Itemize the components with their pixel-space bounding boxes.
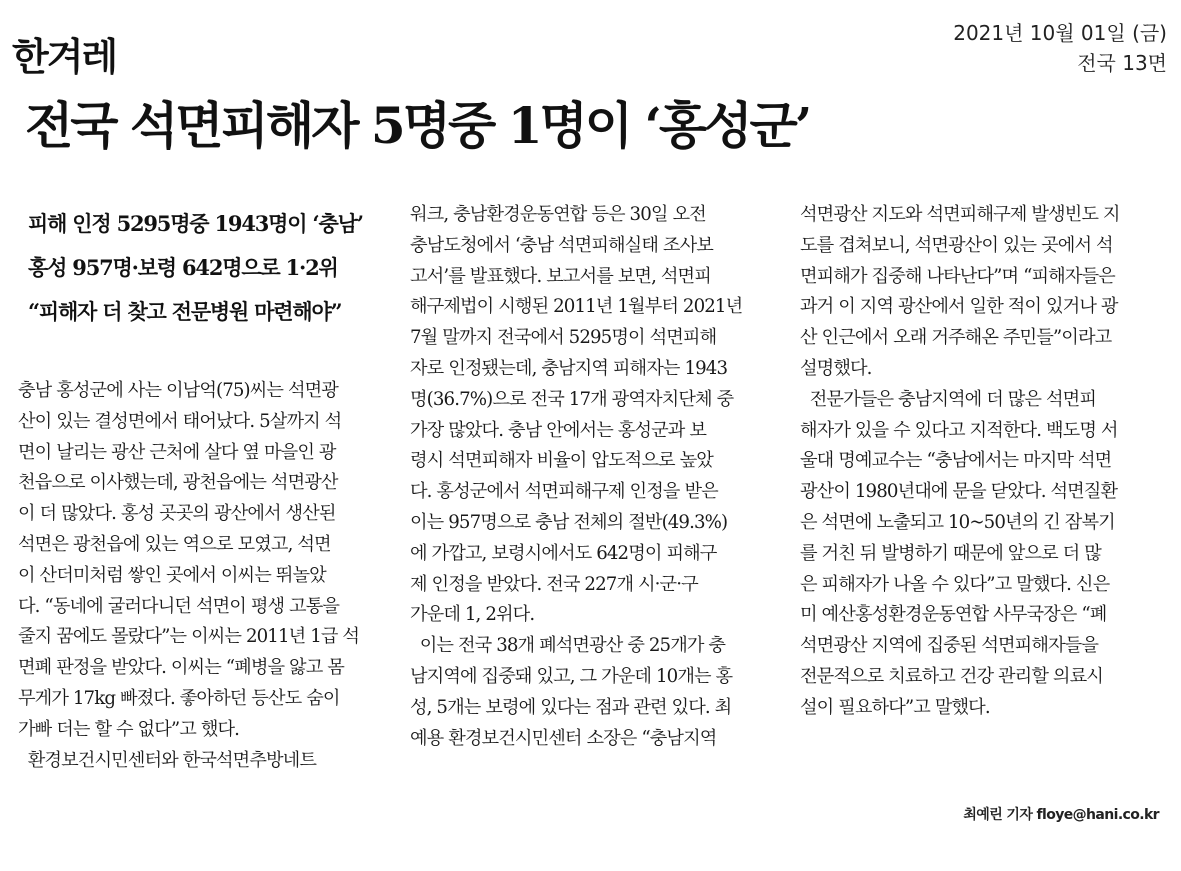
text-line: 이는 957명으로 충남 전체의 절반(49.3%)	[410, 511, 728, 533]
text-line: 석면은 광천읍에 있는 역으로 모였고, 석면	[18, 533, 331, 555]
text-line: 워크, 충남환경운동연합 등은 30일 오전	[410, 204, 706, 225]
text-line: 이는 전국 38개 폐석면광산 중 25개가 충	[410, 635, 726, 657]
text-line: 줄지 꿈에도 몰랐다”는 이씨는 2011년 1급 석	[18, 626, 360, 648]
text-line: 은 석면에 노출되고 10~50년의 긴 잠복기	[800, 511, 1115, 533]
text-line: 설이 필요하다”고 말했다.	[800, 696, 990, 718]
text-line: 를 거친 뒤 발병하기 때문에 앞으로 더 많	[800, 542, 1101, 564]
text-line: 가운데 1, 2위다.	[410, 604, 535, 626]
text-line: 7월 말까지 전국에서 5295명이 석면피해	[410, 327, 717, 349]
text-line: 천읍으로 이사했는데, 광천읍에는 석면광산	[18, 472, 338, 494]
text-line: 광산이 1980년대에 문을 닫았다. 석면질환	[800, 481, 1118, 503]
article-column-2	[410, 200, 780, 754]
text-line: 다. 홍성군에서 석면피해구제 인정을 받은	[410, 481, 718, 503]
text-line: 충남 홍성군에 사는 이남억(75)씨는 석면광	[18, 380, 338, 401]
text-line: 이 더 많았다. 홍성 곳곳의 광산에서 생산된	[18, 503, 336, 525]
page-number: 전국 13면	[1077, 51, 1167, 75]
text-line: 전문가들은 충남지역에 더 많은 석면피	[800, 388, 1096, 410]
text-line: 성, 5개는 보령에 있다는 점과 관련 있다. 최	[410, 696, 732, 718]
text-line: 산 인근에서 오래 거주해온 주민들”이라고	[800, 327, 1112, 349]
text-line: 자로 인정됐는데, 충남지역 피해자는 1943	[410, 357, 728, 379]
article-column-1	[18, 200, 388, 776]
subheading: 홍성 957명·보령 642명으로 1·2위	[28, 255, 338, 280]
text-line: 석면광산 지역에 집중된 석면피해자들을	[800, 635, 1099, 657]
issue-date: 2021년 10월 01일 (금)	[953, 21, 1167, 45]
subheading: “피해자 더 찾고 전문병원 마련해야”	[28, 299, 342, 324]
text-line: 면폐 판정을 받았다. 이씨는 “폐병을 앓고 몸	[18, 657, 344, 679]
text-line: 미 예산홍성환경운동연합 사무국장은 “폐	[800, 604, 1107, 626]
text-line: 가장 많았다. 충남 안에서는 홍성군과 보	[410, 419, 706, 441]
column-body	[800, 200, 1170, 724]
text-line: 가빠 더는 할 수 없다”고 했다.	[18, 718, 240, 740]
text-line: 전문적으로 치료하고 건강 관리할 의료시	[800, 665, 1103, 687]
byline: 최예린 기자 floye@hani.co.kr	[963, 807, 1159, 823]
text-line: 해자가 있을 수 있다고 지적한다. 백도명 서	[800, 419, 1118, 441]
issue-info	[953, 18, 1167, 78]
text-line: 고서’를 발표했다. 보고서를 보면, 석면피	[410, 265, 711, 287]
text-line: 남지역에 집중돼 있고, 그 가운데 10개는 홍	[410, 665, 733, 687]
newspaper-logo: 한겨레	[12, 35, 117, 79]
text-line: 령시 석면피해자 비율이 압도적으로 높았	[410, 450, 713, 472]
text-line: 도를 겹쳐보니, 석면광산이 있는 곳에서 석	[800, 234, 1113, 256]
text-line: 울대 명예교수는 “충남에서는 마지막 석면	[800, 450, 1112, 472]
text-line: 다. “동네에 굴러다니던 석면이 평생 고통을	[18, 595, 340, 617]
text-line: 석면광산 지도와 석면피해구제 발생빈도 지	[800, 204, 1120, 225]
text-line: 제 인정을 받았다. 전국 227개 시·군·구	[410, 573, 698, 595]
text-line: 산이 있는 결성면에서 태어났다. 5살까지 석	[18, 410, 342, 432]
text-line: 이 산더미처럼 쌓인 곳에서 이씨는 뛰놀았	[18, 564, 326, 586]
text-line: 설명했다.	[800, 357, 872, 379]
text-line: 과거 이 지역 광산에서 일한 적이 있거나 광	[800, 296, 1118, 318]
article-headline: 전국 석면피해자 5명중 1명이 ‘홍성군’	[25, 96, 810, 155]
text-line: 해구제법이 시행된 2011년 1월부터 2021년	[410, 296, 743, 318]
text-line: 명(36.7%)으로 전국 17개 광역자치단체 중	[410, 388, 734, 410]
text-line: 환경보건시민센터와 한국석면추방네트	[18, 749, 317, 771]
text-line: 은 피해자가 나올 수 있다”고 말했다. 신은	[800, 573, 1110, 595]
text-line: 예용 환경보건시민센터 소장은 “충남지역	[410, 727, 717, 749]
text-line: 면피해가 집중해 나타난다”며 “피해자들은	[800, 265, 1115, 287]
subheadings	[28, 202, 388, 334]
text-line: 에 가깝고, 보령시에서도 642명이 피해구	[410, 542, 717, 564]
column-body	[410, 200, 780, 754]
text-line: 무게가 17kg 빠졌다. 좋아하던 등산도 숨이	[18, 687, 340, 709]
column-body	[18, 376, 388, 776]
text-line: 면이 날리는 광산 근처에 살다 옆 마을인 광	[18, 441, 336, 463]
article-column-3	[800, 200, 1170, 724]
text-line: 충남도청에서 ‘충남 석면피해실태 조사보	[410, 234, 713, 256]
subheading: 피해 인정 5295명중 1943명이 ‘충남’	[28, 211, 363, 236]
